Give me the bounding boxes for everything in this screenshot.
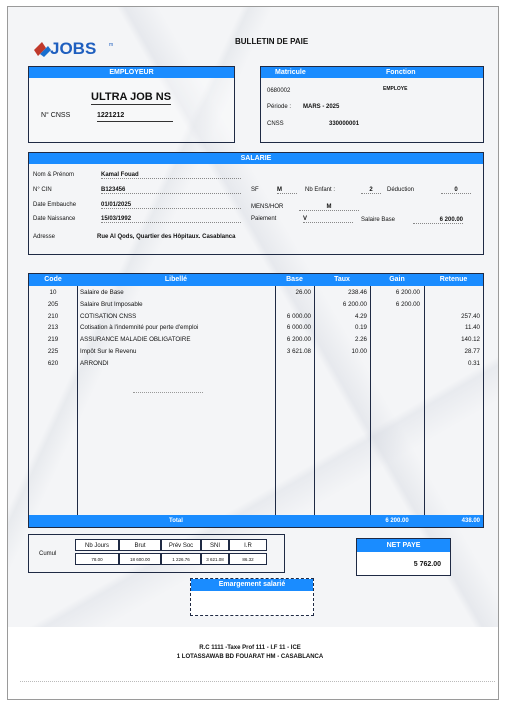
cell-gain: 6 200.00 (395, 300, 420, 308)
salarie-box (28, 152, 484, 255)
cell-taux: 6 200.00 (342, 300, 367, 308)
cin-label: N° CIN (33, 187, 52, 193)
table-row (29, 313, 483, 325)
cumul-label: Cumul (39, 551, 57, 557)
net-paye-box (356, 538, 451, 576)
cell-code: 10 (49, 289, 57, 296)
periode-value: MARS - 2025 (303, 104, 340, 110)
cell-retenue: 0.31 (467, 359, 480, 367)
mens-value: M (299, 204, 359, 211)
footer-divider (20, 681, 495, 682)
mens-label: MENS/HOR (251, 204, 284, 210)
cell-libelle: COTISATION CNSS (80, 312, 137, 320)
payroll-table (28, 273, 484, 528)
footer-line-1: R.C 1111 -Taxe Prof 111 - I.F 11 - ICE (199, 645, 301, 651)
cin-value: B123456 (101, 187, 241, 194)
cumul-header-cell: I.R (229, 539, 267, 551)
employer-cnss-label: N° CNSS (41, 112, 71, 119)
deduction-value: 0 (441, 187, 471, 194)
adresse-value: Rue Al Qods, Quartier des Hôpitaux. Casablanca (97, 234, 236, 240)
employer-name: ULTRA JOB NS (91, 91, 172, 103)
table-row (29, 348, 483, 360)
cell-code: 213 (47, 324, 59, 332)
cell-code: 225 (47, 348, 59, 355)
cell-base: 6 000.00 (286, 324, 311, 332)
col-code-header: Code (44, 276, 62, 283)
cumul-header-cell: Nb Jours (75, 539, 119, 551)
cell-code: 620 (47, 359, 59, 367)
nb-enfant-label: Nb Enfant : (305, 187, 336, 193)
col-retenue-header: Retenue (439, 276, 468, 283)
net-paye-label: NET PAYE (357, 539, 450, 552)
emp-cnss-label: CNSS (267, 121, 284, 127)
cell-retenue: 257.40 (461, 312, 480, 320)
svg-text:m: m (109, 42, 114, 48)
employer-cnss-value: 1221212 (97, 112, 173, 122)
matricule-value: 0680002 (267, 88, 291, 94)
cumul-box (28, 534, 285, 573)
cell-code: 205 (47, 300, 59, 308)
deduction-label: Déduction (387, 187, 415, 193)
total-label: Total (169, 518, 183, 524)
matricule-label: Matricule (275, 69, 306, 76)
sf-value: M (277, 187, 297, 194)
table-row (29, 301, 483, 313)
table-header-row (29, 274, 483, 286)
col-gain-header: Gain (389, 276, 405, 283)
libelle-dots (133, 392, 203, 393)
cell-libelle: Salaire de Base (80, 289, 124, 296)
cumul-table (75, 539, 287, 568)
cell-libelle: Cotisation à l'indemnité pour perte d'emploi (80, 324, 199, 332)
cell-libelle: ASSURANCE MALADIE OBLIGATOIRE (80, 336, 191, 344)
total-retenue: 438.00 (461, 518, 480, 524)
cell-taux: 10.00 (351, 348, 367, 355)
nom-label: Nom & Prénom (33, 172, 75, 178)
page-title: BULLETIN DE PAIE (235, 37, 309, 46)
table-row (29, 336, 483, 348)
cell-taux: 0.19 (354, 324, 367, 332)
cumul-header-cell: SNI (201, 539, 229, 551)
employee-info-box (260, 66, 484, 143)
cell-taux: 4.29 (354, 312, 367, 320)
periode-label: Période : (267, 104, 292, 110)
cell-code: 219 (47, 336, 59, 344)
net-paye-value: 5 762.00 (413, 561, 441, 568)
cell-taux: 2.26 (354, 336, 367, 344)
cumul-value-cell: 18 600.00 (119, 553, 161, 565)
cell-retenue: 11.40 (464, 324, 480, 332)
paiement-label: Paiement (251, 216, 277, 222)
company-logo (32, 34, 127, 60)
employer-header: EMPLOYEUR (29, 67, 234, 78)
table-row (29, 289, 483, 301)
cell-retenue: 140.12 (461, 336, 480, 344)
salaire-base-value: 6 200.00 (413, 217, 463, 224)
cumul-value-cell: 3 621.08 (201, 553, 229, 565)
nb-enfant-value: 2 (361, 187, 381, 194)
nom-value: Kamal Fouad (101, 172, 241, 179)
employee-info-header (261, 67, 483, 78)
cell-base: 3 621.08 (286, 348, 311, 355)
table-row (29, 360, 483, 372)
footer-line-2: 1 LOTASSAWAB BD FOUARAT HM - CASABLANCA (176, 654, 324, 660)
col-taux-header: Taux (334, 276, 350, 283)
naissance-label: Date Naissance (33, 216, 76, 222)
table-total-row (29, 515, 483, 527)
cell-code: 210 (47, 312, 59, 320)
emargement-box (190, 578, 314, 616)
cumul-header-cell: Brut (119, 539, 161, 551)
fonction-label: Fonction (386, 69, 416, 76)
cell-libelle: Impôt Sur le Revenu (80, 348, 137, 355)
cell-retenue: 28.77 (464, 348, 480, 355)
cell-gain: 6 200.00 (395, 289, 420, 296)
fonction-value: EMPLOYE (383, 86, 408, 92)
naissance-value: 15/03/1992 (101, 216, 241, 223)
cell-libelle: Salaire Brut Imposable (80, 300, 143, 308)
paiement-value: V (303, 216, 353, 223)
salaire-base-label: Salaire Base (361, 217, 396, 223)
cell-taux: 238.46 (348, 289, 367, 296)
adresse-label: Adresse (33, 234, 56, 240)
cell-base: 6 000.00 (286, 312, 311, 320)
embauche-label: Date Embauche (33, 202, 77, 208)
employer-box (28, 66, 235, 143)
table-row (29, 324, 483, 336)
cumul-header-cell: Prév Soc (161, 539, 201, 551)
col-libelle-header: Libellé (164, 276, 188, 283)
total-gain: 6 200.00 (385, 518, 409, 524)
cumul-value-cell: 78.00 (75, 553, 119, 565)
cumul-value-cell: 86.32 (229, 553, 267, 565)
emargement-label: Emargement salarié (191, 579, 313, 591)
emp-cnss-value: 330000001 (329, 121, 360, 127)
cell-base: 6 200.00 (286, 336, 311, 344)
cell-base: 26.00 (295, 289, 311, 296)
cell-libelle: ARRONDI (80, 359, 109, 367)
sf-label: SF (251, 187, 259, 193)
cumul-value-cell: 1 226.76 (161, 553, 201, 565)
col-base-header: Base (286, 276, 303, 283)
svg-text:JOBS: JOBS (50, 39, 97, 58)
embauche-value: 01/01/2025 (101, 202, 241, 209)
salarie-header: SALARIE (29, 153, 483, 164)
